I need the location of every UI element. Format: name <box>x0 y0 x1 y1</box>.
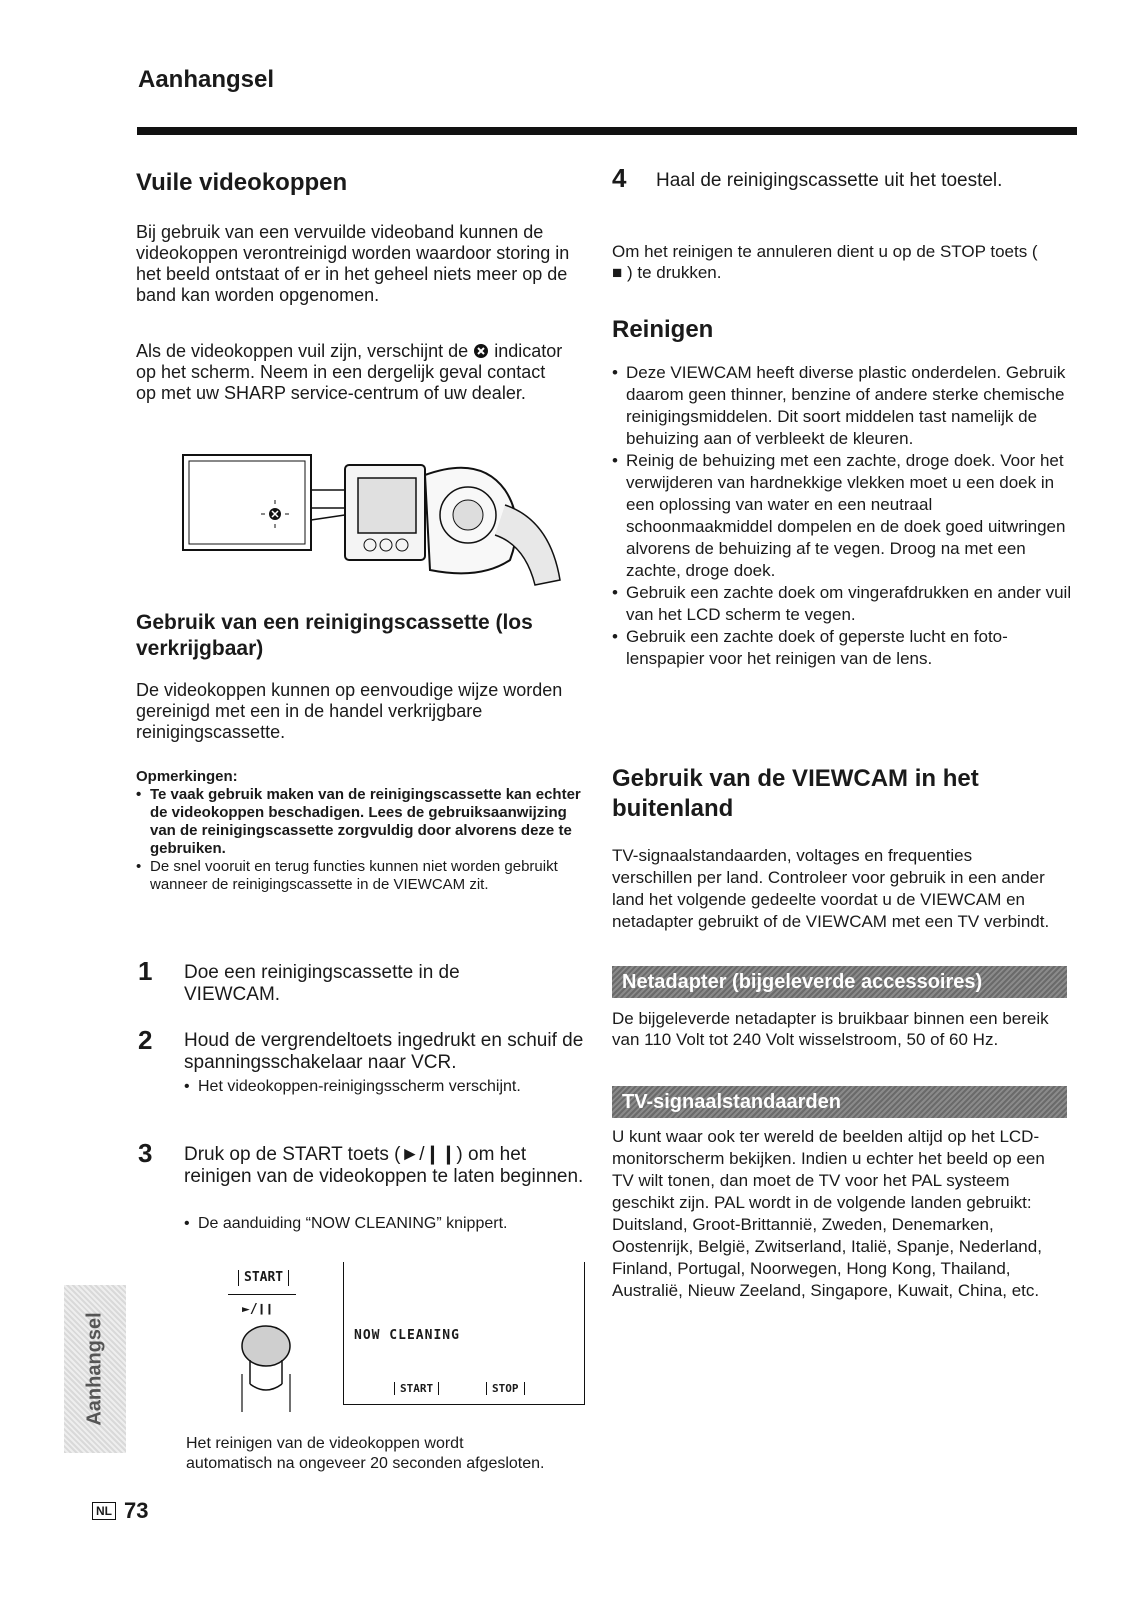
reinigen-item: • Gebruik een zachte doek of geperste lucht en foto-lenspapier voor het reinigen van de lens. <box>612 626 1072 670</box>
step-3-sub <box>184 1214 604 1234</box>
step-3-text: Druk op de START toets (►/❙❙) om het reinigen van de videokoppen te laten beginnen. <box>184 1144 584 1187</box>
reinigen-item: • Gebruik een zachte doek om vingerafdrukken en ander vuil van het LCD scherm te vegen. <box>612 582 1072 626</box>
page-number: 73 <box>124 1498 149 1523</box>
side-tab-label: Aanhangsel <box>83 1312 106 1426</box>
paragraph-tv-standaarden: U kunt waar ook ter wereld de beelden altijd op het LCD-monitorscherm bekijken. Indien u echter het beeld op een TV wilt tonen, dan moet de TV voor het PAL systeem geschikt zijn. PAL wordt in de volgende landen gebruikt: Duitsland, Groot-Brittannië, Zweden, Denemarken, Oostenrijk, België, Zwitserland, Italië, Spanje, Nederland, Finland, Portugal, Noorwegen, Hong Kong, Thailand, Australië, Nieuw Zeeland, Singapore, Kuwait, China, etc. <box>612 1127 1045 1300</box>
monitor-screen <box>343 1262 585 1405</box>
step-4-number: 4 <box>612 163 627 193</box>
notes-title: Opmerkingen: <box>136 768 238 785</box>
page-header-title: Aanhangsel <box>138 66 275 93</box>
side-tab <box>64 1285 126 1453</box>
step-2-text: Houd de vergrendeltoets ingedrukt en schuif de spanningsschakelaar naar VCR. <box>184 1030 584 1073</box>
start-label: START <box>238 1270 289 1286</box>
heading-vuile-videokoppen: Vuile videokoppen <box>136 169 348 196</box>
paragraph-vuile-1: Bij gebruik van een vervuilde videoband kunnen de videokoppen verontreinigd worden waardoor storing in het beeld ontstaat of er in het geheel niets meer op de band kan worden opgenomen. <box>136 222 570 305</box>
reinigen-item: • Deze VIEWCAM heeft diverse plastic onderdelen. Gebruik daarom geen thinner, benzine of andere sterke chemische reinigingsmiddelen. Dit soort middelen tast namelijk de behuizing aan of verbleekt de kleuren. <box>612 362 1072 450</box>
finger-press-icon <box>236 1324 296 1414</box>
note-item: • De snel vooruit en terug functies kunnen niet worden gebruikt wanneer de reinigingscassette in de VIEWCAM zit. <box>136 858 588 894</box>
step-2-sub <box>184 1077 544 1097</box>
step-2-sub-item: • Het videokoppen-reinigingsscherm verschijnt. <box>184 1077 544 1097</box>
paragraph-vuile-2 <box>136 341 566 404</box>
cleaning-diagram <box>228 1262 588 1412</box>
now-cleaning-text: NOW CLEANING <box>354 1328 460 1343</box>
cancel-note: Om het reinigen te annuleren dient u op de STOP toets ( ■ ) te drukken. <box>612 242 1038 282</box>
notes-block <box>136 768 588 894</box>
screen-start-label: START <box>394 1382 439 1395</box>
header-rule <box>137 127 1077 135</box>
step-3-number: 3 <box>138 1138 153 1168</box>
reinigen-item: • Reinig de behuizing met een zachte, droge doek. Voor het verwijderen van hardnekkige vlekken moet u een doek in een oplossing van water en een neutraal schoonmaakmiddel dompelen en de doek goed uitwringen alvorens de behuizing af te vegen. Droog na met een zachte, droge doek. <box>612 450 1072 582</box>
step-3-sub-item: • De aanduiding “NOW CLEANING” knippert. <box>184 1214 604 1234</box>
paragraph-reinigingscassette: De videokoppen kunnen op eenvoudige wijze worden gereinigd met een in de handel verkrijgbare reinigingscassette. <box>136 680 563 742</box>
step-1-text: Doe een reinigingscassette in de VIEWCAM. <box>184 962 460 1005</box>
language-badge: NL <box>92 1502 116 1520</box>
start-underline <box>228 1294 296 1295</box>
paragraph-vuile-2-start: Als de videokoppen vuil zijn, verschijnt de <box>136 341 469 361</box>
heading-reinigingscassette: Gebruik van een reinigingscassette (los verkrijgbaar) <box>136 611 533 660</box>
paragraph-buitenland: TV-signaalstandaarden, voltages en frequenties verschillen per land. Controleer voor gebruik in een ander land het volgende gedeelte voordat u de VIEWCAM en netadapter gebruikt of de VIEWCAM met een TV verbindt. <box>612 846 1050 931</box>
banner-netadapter: Netadapter (bijgeleverde accessoires) <box>612 966 1067 998</box>
page-footer <box>92 1498 148 1524</box>
heading-reinigen: Reinigen <box>612 316 714 343</box>
viewcam-illustration <box>180 450 570 590</box>
heading-buitenland: Gebruik van de VIEWCAM in het buitenland <box>612 765 979 822</box>
step-2-number: 2 <box>138 1025 153 1055</box>
screen-stop-label: STOP <box>486 1382 525 1395</box>
note-item: • Te vaak gebruik maken van de reinigingscassette kan echter de videokoppen beschadigen. Lees de gebruiksaanwijzing van de reinigingscassette zorgvuldig door alvorens deze te gebruiken. <box>136 786 588 858</box>
closing-paragraph: Het reinigen van de videokoppen wordt automatisch na ongeveer 20 seconden afgesloten. <box>186 1435 545 1472</box>
reinigen-list <box>612 362 1072 670</box>
paragraph-vuile-2-end: indicator op het scherm. Neem in een dergelijk geval contact op met uw SHARP service-centrum of uw dealer. <box>136 341 563 403</box>
banner-tv-standaarden: TV-signaalstandaarden <box>612 1086 1067 1118</box>
step-1-number: 1 <box>138 956 153 986</box>
dirty-head-indicator-icon <box>473 343 489 359</box>
play-pause-label: ►/❙❙ <box>242 1302 274 1317</box>
paragraph-netadapter: De bijgeleverde netadapter is bruikbaar binnen een bereik van 110 Volt tot 240 Volt wisselstroom, 50 of 60 Hz. <box>612 1009 1049 1049</box>
step-4-text: Haal de reinigingscassette uit het toestel. <box>656 170 1003 191</box>
